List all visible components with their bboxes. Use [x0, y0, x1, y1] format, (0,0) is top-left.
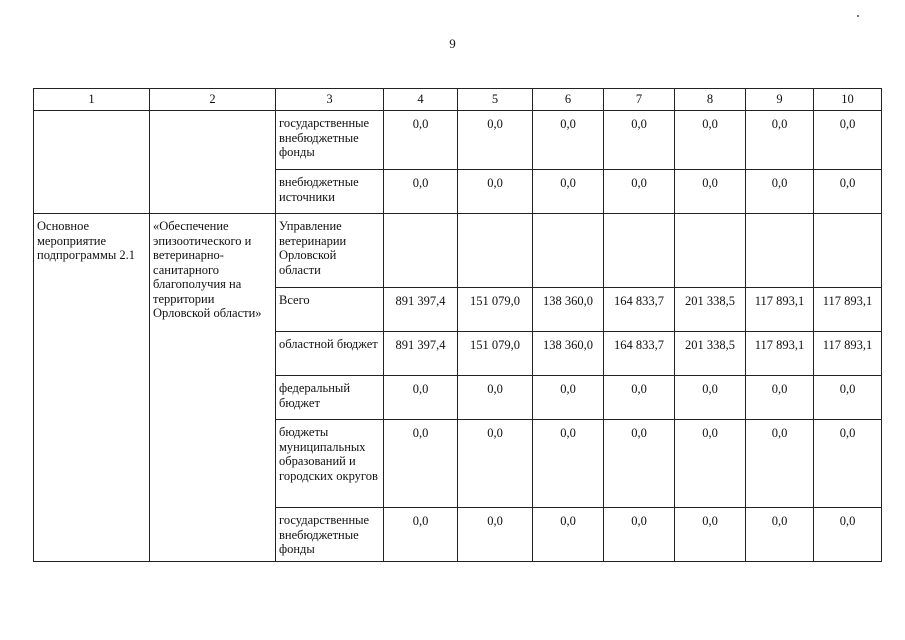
header-cell: 6: [533, 89, 604, 111]
value-cell: 0,0: [458, 508, 533, 562]
value-cell: 0,0: [384, 111, 458, 170]
funding-source-cell: Всего: [276, 288, 384, 332]
value-cell: 0,0: [746, 111, 814, 170]
value-cell: 201 338,5: [675, 288, 746, 332]
header-cell: 8: [675, 89, 746, 111]
value-cell: 164 833,7: [604, 288, 675, 332]
value-cell: 891 397,4: [384, 332, 458, 376]
value-cell: 117 893,1: [746, 332, 814, 376]
value-cell: 117 893,1: [814, 332, 882, 376]
value-cell: 0,0: [604, 420, 675, 508]
value-cell: 0,0: [675, 508, 746, 562]
value-cell: 0,0: [384, 420, 458, 508]
funding-source-cell: государственные внебюджетные фонды: [276, 508, 384, 562]
header-row: [34, 89, 882, 111]
value-cell: 0,0: [604, 376, 675, 420]
budget-table: [33, 88, 882, 562]
measure-name-cell: «Обеспечение эпизоотического и ветеринарно-санитарного благополучия на территории Орловской области»: [150, 214, 276, 562]
value-cell: 0,0: [814, 170, 882, 214]
value-cell: 0,0: [604, 170, 675, 214]
value-cell: 0,0: [458, 111, 533, 170]
value-cell: 0,0: [675, 376, 746, 420]
value-cell: 0,0: [746, 508, 814, 562]
value-cell: 0,0: [533, 376, 604, 420]
header-cell: 5: [458, 89, 533, 111]
header-cell: 4: [384, 89, 458, 111]
value-cell: 0,0: [533, 508, 604, 562]
value-cell: 151 079,0: [458, 288, 533, 332]
value-cell: 0,0: [746, 170, 814, 214]
header-cell: 2: [150, 89, 276, 111]
value-cell: 0,0: [814, 420, 882, 508]
value-cell: 0,0: [458, 170, 533, 214]
funding-source-cell: внебюджетные источники: [276, 170, 384, 214]
value-cell: 138 360,0: [533, 332, 604, 376]
value-cell: 151 079,0: [458, 332, 533, 376]
value-cell: 138 360,0: [533, 288, 604, 332]
value-cell: 0,0: [604, 111, 675, 170]
header-cell: 9: [746, 89, 814, 111]
funding-source-cell: государственные внебюджетные фонды: [276, 111, 384, 170]
value-cell: [604, 214, 675, 288]
value-cell: [533, 214, 604, 288]
scan-speck: [857, 15, 859, 17]
header-cell: 7: [604, 89, 675, 111]
table-row: [34, 111, 882, 170]
value-cell: 0,0: [533, 111, 604, 170]
funding-source-cell: Управление ветеринарии Орловской области: [276, 214, 384, 288]
measure-cell: Основное мероприятие подпрограммы 2.1: [34, 214, 150, 562]
value-cell: 0,0: [675, 420, 746, 508]
header-cell: 3: [276, 89, 384, 111]
table-row: [34, 214, 882, 288]
value-cell: 0,0: [675, 111, 746, 170]
value-cell: 0,0: [814, 111, 882, 170]
value-cell: [384, 214, 458, 288]
header-cell: 1: [34, 89, 150, 111]
funding-source-cell: бюджеты муниципальных образований и городских округов: [276, 420, 384, 508]
header-cell: 10: [814, 89, 882, 111]
value-cell: [458, 214, 533, 288]
value-cell: 0,0: [814, 376, 882, 420]
value-cell: 201 338,5: [675, 332, 746, 376]
page-number: 9: [449, 36, 456, 51]
value-cell: 0,0: [814, 508, 882, 562]
value-cell: 0,0: [675, 170, 746, 214]
value-cell: 0,0: [604, 508, 675, 562]
table-body: [34, 89, 882, 562]
value-cell: [746, 214, 814, 288]
value-cell: 117 893,1: [746, 288, 814, 332]
value-cell: 0,0: [384, 508, 458, 562]
value-cell: 0,0: [458, 420, 533, 508]
value-cell: [814, 214, 882, 288]
funding-source-cell: федеральный бюджет: [276, 376, 384, 420]
value-cell: 0,0: [746, 420, 814, 508]
funding-source-cell: областной бюджет: [276, 332, 384, 376]
value-cell: 0,0: [384, 170, 458, 214]
value-cell: 0,0: [533, 420, 604, 508]
value-cell: 164 833,7: [604, 332, 675, 376]
value-cell: 117 893,1: [814, 288, 882, 332]
value-cell: 891 397,4: [384, 288, 458, 332]
value-cell: 0,0: [746, 376, 814, 420]
value-cell: [675, 214, 746, 288]
measure-name-cell: [150, 111, 276, 214]
value-cell: 0,0: [533, 170, 604, 214]
value-cell: 0,0: [384, 376, 458, 420]
value-cell: 0,0: [458, 376, 533, 420]
measure-cell: [34, 111, 150, 214]
